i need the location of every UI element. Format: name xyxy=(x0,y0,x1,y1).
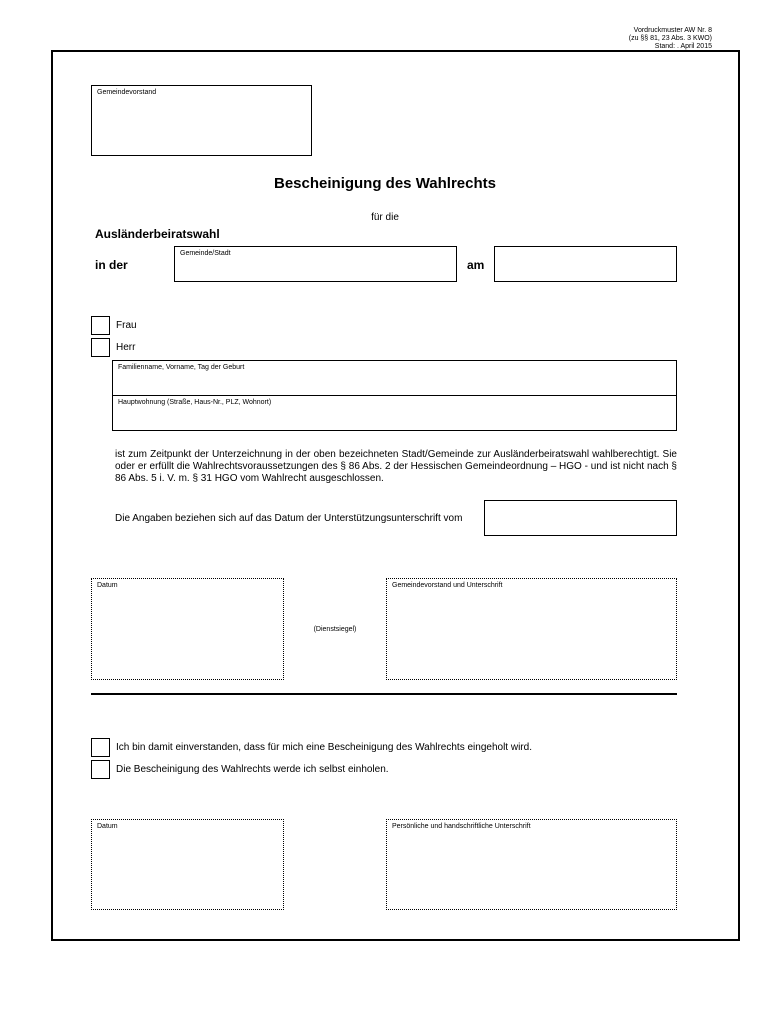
form-number: Vordruckmuster AW Nr. 8 xyxy=(633,27,712,34)
municipality-field[interactable] xyxy=(174,246,457,282)
document-subtitle: für die xyxy=(371,212,399,223)
main-residence-field[interactable] xyxy=(112,395,677,431)
frau-checkbox[interactable] xyxy=(91,316,110,335)
applicant-signature-field[interactable] xyxy=(386,819,677,910)
date-label-applicant: Datum xyxy=(97,823,118,830)
applicant-signature-label: Persönliche und handschriftliche Unterschrift xyxy=(392,823,531,830)
election-name: Ausländerbeiratswahl xyxy=(95,227,220,241)
date-field-applicant[interactable] xyxy=(91,819,284,910)
revision-date: Stand: . April 2015 xyxy=(654,43,712,50)
date-field-authority[interactable] xyxy=(91,578,284,680)
support-date-field[interactable] xyxy=(484,500,677,536)
am-label: am xyxy=(467,258,485,272)
legal-reference: (zu §§ 81, 23 Abs. 3 KWO) xyxy=(628,35,712,42)
herr-label: Herr xyxy=(116,342,136,353)
election-date-field[interactable] xyxy=(494,246,677,282)
document-title: Bescheinigung des Wahlrechts xyxy=(274,175,496,192)
form-reference-note xyxy=(629,27,712,51)
official-seal-label: (Dienstsiegel) xyxy=(313,626,357,633)
authority-field[interactable] xyxy=(91,85,312,156)
name-birthdate-label: Familienname, Vorname, Tag der Geburt xyxy=(118,364,245,371)
support-date-text: Die Angaben beziehen sich auf das Datum der Unterstützungsunterschrift vom xyxy=(115,513,463,524)
main-residence-label: Hauptwohnung (Straße, Haus-Nr., PLZ, Wohnort) xyxy=(118,399,272,406)
eligibility-statement: ist zum Zeitpunkt der Unterzeichnung in der oben bezeichneten Stadt/Gemeinde zur Ausländerbeiratswahl wahlberechtigt. Sie oder er erfüllt die Wahlrechtsvoraussetzungen des § 86 Abs. 2 der Hessischen Gemeindeordnung – HGO - und ist nicht nach § 86 Abs. 5 i. V. m. § 31 HGO vom Wahlrecht ausgeschlossen. xyxy=(115,449,677,484)
self-obtain-checkbox[interactable] xyxy=(91,760,110,779)
date-label-authority: Datum xyxy=(97,582,118,589)
section-divider xyxy=(91,693,677,695)
herr-checkbox[interactable] xyxy=(91,338,110,357)
name-birthdate-field[interactable] xyxy=(112,360,677,396)
self-obtain-label: Die Bescheinigung des Wahlrechts werde ich selbst einholen. xyxy=(116,764,389,775)
consent-checkbox[interactable] xyxy=(91,738,110,757)
authority-signature-field[interactable] xyxy=(386,578,677,680)
consent-label: Ich bin damit einverstanden, dass für mich eine Bescheinigung des Wahlrechts eingeholt wird. xyxy=(116,742,532,753)
authority-label: Gemeindevorstand xyxy=(97,89,157,96)
frau-label: Frau xyxy=(116,320,137,331)
municipality-label: Gemeinde/Stadt xyxy=(180,250,231,257)
authority-signature-label: Gemeindevorstand und Unterschrift xyxy=(392,582,503,589)
in-der-label: in der xyxy=(95,258,128,272)
